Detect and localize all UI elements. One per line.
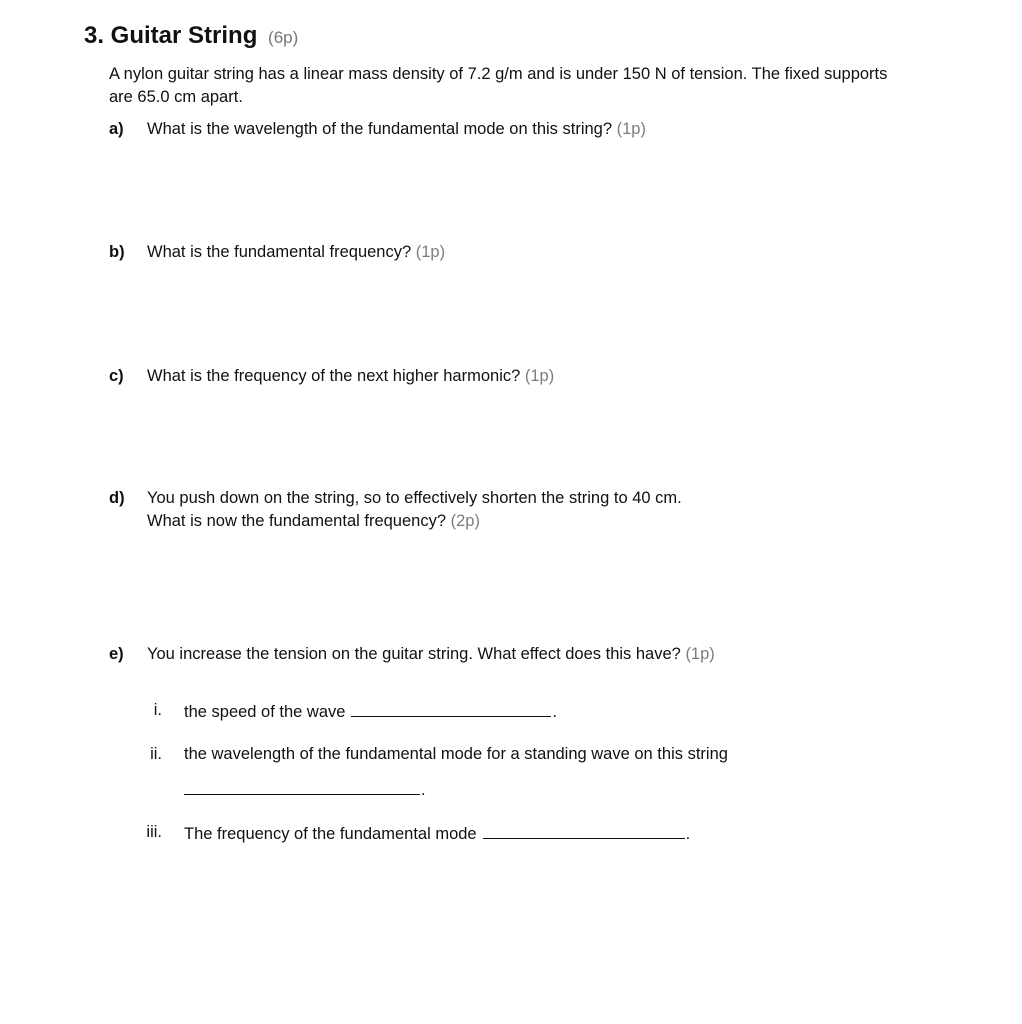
- sub-question-text: the wavelength of the fundamental mode for a standing wave on this string: [184, 745, 728, 763]
- question-d: [109, 487, 682, 533]
- answer-blank[interactable]: [483, 821, 685, 839]
- question-points: (1p): [524, 367, 555, 385]
- question-label: a): [109, 120, 124, 138]
- problem-title: [84, 22, 298, 50]
- question-points: (2p): [450, 512, 480, 530]
- question-points: (1p): [685, 645, 715, 663]
- question-text: What is the frequency of the next higher harmonic?: [147, 367, 521, 385]
- question-c: [109, 365, 554, 388]
- question-text: You increase the tension on the guitar string. What effect does this have?: [147, 645, 681, 663]
- question-label: c): [109, 367, 124, 385]
- question-text-line1: You push down on the string, so to effectively shorten the string to 40 cm.: [147, 489, 682, 507]
- question-label: d): [109, 489, 125, 507]
- problem-points: (6p): [268, 28, 299, 47]
- problem-number-title: 3. Guitar String: [84, 22, 258, 49]
- question-text: What is the fundamental frequency?: [147, 243, 412, 261]
- question-e: [109, 643, 715, 666]
- sub-question-period: .: [421, 781, 426, 799]
- question-text: What is the wavelength of the fundamental mode on this string?: [147, 120, 613, 138]
- question-a: [109, 118, 646, 141]
- answer-blank[interactable]: [184, 777, 420, 795]
- question-b: [109, 241, 445, 264]
- problem-intro: A nylon guitar string has a linear mass density of 7.2 g/m and is under 150 N of tension. The fixed supports are 65.0 cm apart.: [109, 65, 888, 106]
- question-text-line2: What is now the fundamental frequency?: [147, 512, 447, 530]
- question-points: (1p): [415, 243, 446, 261]
- question-label: b): [109, 243, 125, 261]
- sub-question-text: the speed of the wave: [184, 703, 346, 721]
- sub-question-period: .: [552, 703, 558, 721]
- question-label: e): [109, 645, 124, 663]
- sub-question-numeral: ii.: [150, 745, 162, 763]
- sub-question-numeral: iii.: [146, 823, 162, 841]
- sub-question-text: The frequency of the fundamental mode: [184, 825, 477, 843]
- sub-question-period: .: [685, 825, 691, 843]
- answer-blank[interactable]: [351, 699, 551, 717]
- question-points: (1p): [616, 120, 646, 138]
- sub-question-numeral: i.: [153, 701, 162, 719]
